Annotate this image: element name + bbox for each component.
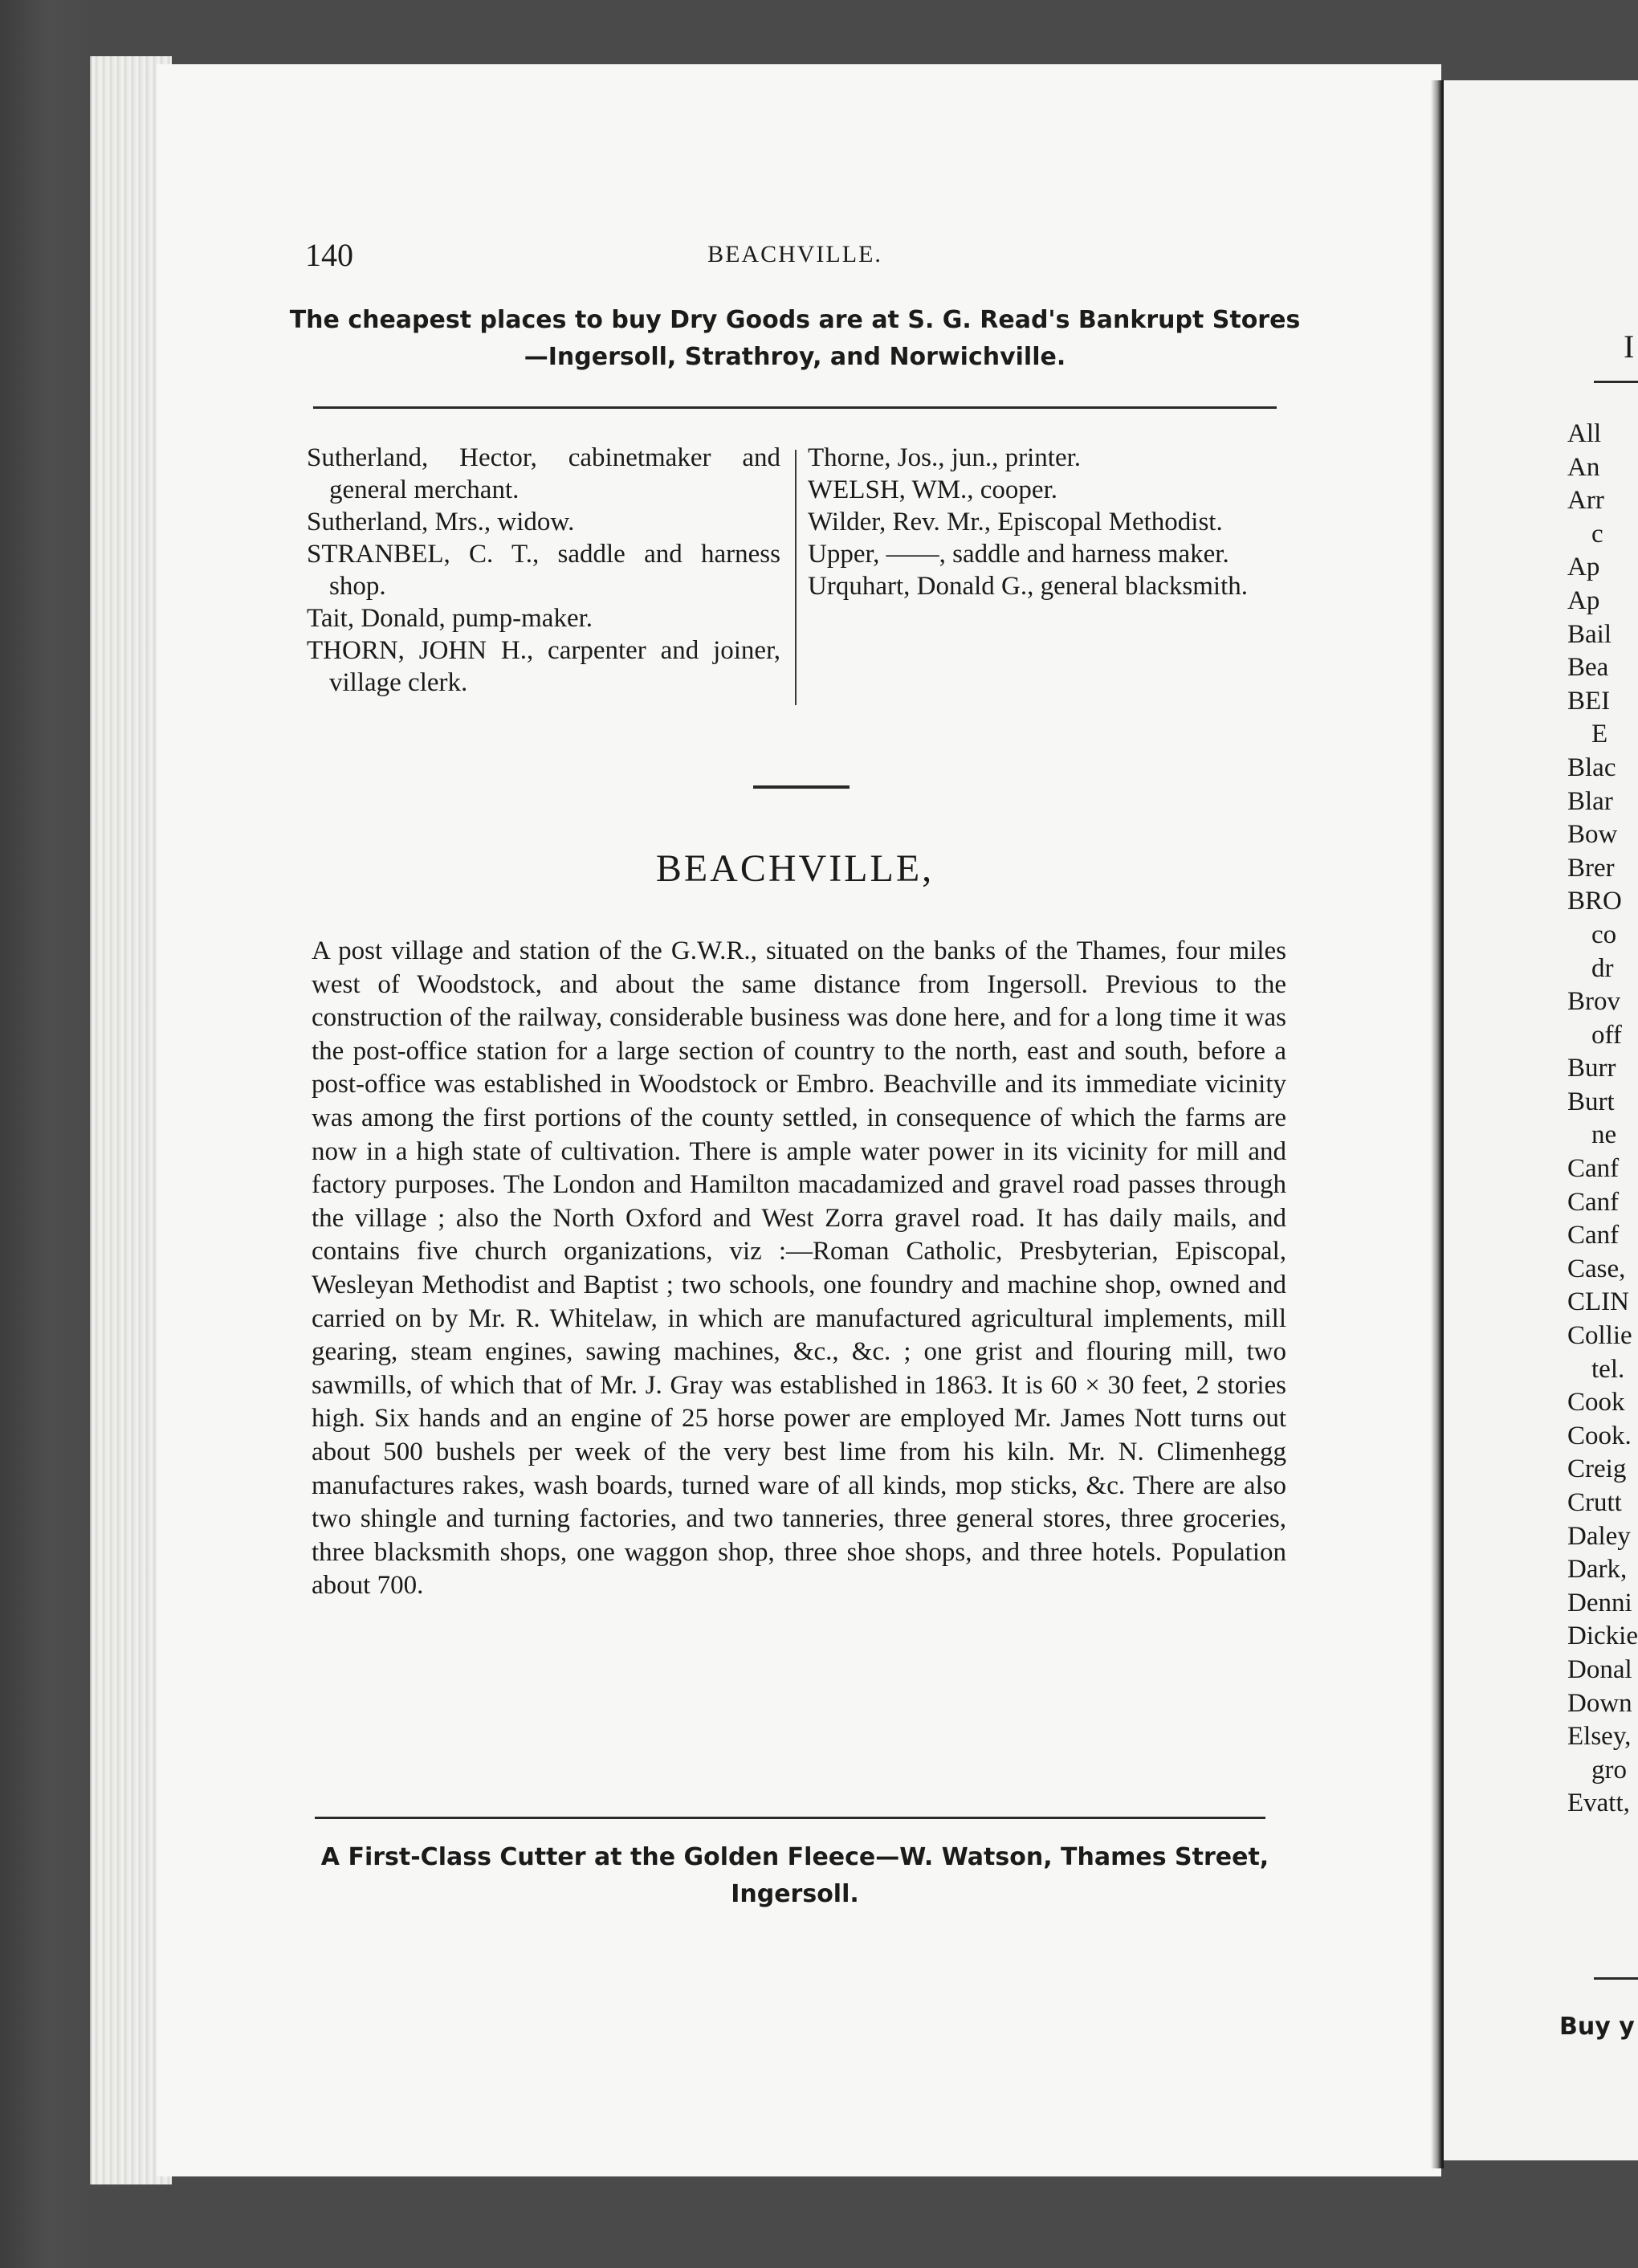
directory-entry: Wilder, Rev. Mr., Episcopal Methodist. bbox=[808, 508, 1223, 536]
right-page-line: Case, bbox=[1567, 1254, 1626, 1283]
right-page-directory-fragment bbox=[1567, 418, 1638, 1821]
directory-right-column bbox=[808, 442, 1286, 602]
right-page-line: off bbox=[1591, 1020, 1622, 1050]
section-title: BEACHVILLE, bbox=[655, 847, 935, 890]
directory-left-column bbox=[307, 442, 780, 699]
right-page-line: dr bbox=[1591, 953, 1614, 983]
right-page-line: Cook bbox=[1567, 1388, 1625, 1418]
column-divider bbox=[795, 450, 797, 705]
right-page-line: Evatt, bbox=[1567, 1789, 1630, 1818]
advertisement-bottom bbox=[305, 1839, 1285, 1913]
right-page-line: Blac bbox=[1567, 753, 1616, 782]
right-page-line: Crutt bbox=[1567, 1488, 1622, 1517]
right-page-line: Elsey, bbox=[1567, 1722, 1632, 1752]
advertisement-bottom-line-1: A First-Class Cutter at the Golden Fleece—W. Watson, Thames Street, bbox=[320, 1843, 1269, 1871]
right-page-line: Ap bbox=[1567, 553, 1600, 582]
right-page-line: Burt bbox=[1567, 1087, 1615, 1116]
advertisement-bottom-line-2: Ingersoll. bbox=[731, 1880, 859, 1908]
directory-entry: Sutherland, Mrs., widow. bbox=[307, 508, 575, 536]
right-page-line: Bow bbox=[1567, 820, 1618, 850]
right-page-line: Canf bbox=[1567, 1154, 1620, 1184]
section-body-text: A post village and station of the G.W.R., situated on the banks of the Thames, four miles west of Woodstock, and about the same distance from Ingersoll. Previous to the construction of the railway, considerable business was done here, and for a long time it was the post-office station for a large section of country to the north, east and south, before a post-office was established in Woodstock or Embro. Beachville and its immediate vicinity was among the first portions of the county settled, in consequence of which the farms are now in a high state of cultivation. There is ample water power in its vicinity for mill and factory purposes. The London and Hamilton macadamized and gravel road passes through the village ; also the North Oxford and West Zorra gravel road. It has daily mails, and contains five church organizations, viz :—Roman Catholic, Presbyterian, Episcopal, Wesleyan Methodist and Baptist ; two schools, one foundry and machine shop, owned and carried on by Mr. R. Whitelaw, in which are manufactured agricultural implements, mill gearing, steam engines, sawing machines, &c., &c. ; one grist and flouring mill, two sawmills, of which that of Mr. J. Gray was established in 1863. It is 60 × 30 feet, 2 stories high. Six hands and an engine of 25 horse power are employed Mr. James Nott turns out about 500 bushels per week of the very best lime from his kiln. Mr. N. Climenhegg manufactures rakes, wash boards, turned ware of all kinds, mop sticks, &c. There are also two shingle and turning factories, and two tanneries, three general stores, three groceries, three blacksmith shops, one waggon shop, three shoe shops, and three hotels. Population about 700. bbox=[312, 936, 1286, 1601]
page-number: 140 bbox=[305, 237, 353, 273]
book-gutter bbox=[1431, 80, 1444, 2168]
directory-entry: Thorne, Jos., jun., printer. bbox=[808, 443, 1082, 472]
directory-entry: THORN, JOHN H., carpenter and joiner, village clerk. bbox=[307, 636, 780, 697]
right-page-line: BRO bbox=[1567, 887, 1622, 916]
right-page-line: Collie bbox=[1567, 1321, 1632, 1351]
right-page-line: gro bbox=[1591, 1755, 1627, 1785]
right-page-line: CLIN bbox=[1567, 1287, 1629, 1317]
running-title: BEACHVILLE. bbox=[707, 241, 882, 267]
directory-entry: WELSH, WM., cooper. bbox=[808, 475, 1058, 504]
right-page-line: Denni bbox=[1567, 1588, 1632, 1617]
right-page-line: Arr bbox=[1567, 486, 1604, 516]
top-rule bbox=[313, 406, 1277, 409]
right-page-line: Ap bbox=[1567, 585, 1600, 615]
right-page-line: Brer bbox=[1567, 853, 1615, 883]
advertisement-top-line-2: —Ingersoll, Strathroy, and Norwichville. bbox=[524, 343, 1066, 371]
section-separator-rule bbox=[753, 785, 850, 789]
right-page-line: BEI bbox=[1567, 686, 1611, 716]
right-page-line: Cook. bbox=[1567, 1421, 1632, 1450]
right-page-line: Down bbox=[1567, 1688, 1632, 1718]
directory-entry: Sutherland, Hector, cabinetmaker and general merchant. bbox=[307, 443, 780, 504]
directory-entry: Upper, ——, saddle and harness maker. bbox=[808, 540, 1229, 569]
right-page-line: Bea bbox=[1567, 653, 1609, 683]
right-page-top-rule bbox=[1594, 381, 1638, 383]
right-page-line: Daley bbox=[1567, 1521, 1631, 1551]
right-page-line: Canf bbox=[1567, 1187, 1620, 1217]
directory-entry: STRANBEL, C. T., saddle and harness shop. bbox=[307, 540, 780, 601]
advertisement-top bbox=[289, 302, 1301, 376]
right-page-line: Donal bbox=[1567, 1654, 1632, 1684]
right-page-advertisement-fragment: Buy y bbox=[1559, 2013, 1635, 2041]
right-page-running-head: I bbox=[1624, 328, 1635, 365]
right-page-line: Blar bbox=[1567, 786, 1613, 816]
right-page-line: Dark, bbox=[1567, 1555, 1628, 1585]
right-page-line: All bbox=[1567, 419, 1602, 448]
right-page-line: ne bbox=[1591, 1120, 1617, 1150]
right-page-line: Burr bbox=[1567, 1054, 1616, 1083]
right-page-line: E bbox=[1591, 720, 1608, 749]
right-page-line: co bbox=[1591, 920, 1617, 949]
right-page-line: Creig bbox=[1567, 1454, 1627, 1484]
right-page-line: Canf bbox=[1567, 1221, 1620, 1250]
right-page-line: Brov bbox=[1567, 987, 1620, 1017]
directory-entry: Urquhart, Donald G., general blacksmith. bbox=[808, 572, 1249, 601]
right-page-line: Dickie bbox=[1567, 1621, 1638, 1651]
right-page-line: An bbox=[1567, 452, 1600, 482]
right-page-line: tel. bbox=[1591, 1354, 1625, 1384]
right-page-bottom-rule bbox=[1594, 1977, 1638, 1980]
running-head bbox=[305, 236, 1285, 276]
right-page-line: Bail bbox=[1567, 619, 1612, 649]
bottom-rule bbox=[315, 1817, 1265, 1819]
advertisement-top-line-1: The cheapest places to buy Dry Goods are at S. G. Read's Bankrupt Stores bbox=[289, 306, 1301, 334]
right-page-line: c bbox=[1591, 519, 1603, 549]
directory-entry: Tait, Donald, pump-maker. bbox=[307, 604, 593, 633]
